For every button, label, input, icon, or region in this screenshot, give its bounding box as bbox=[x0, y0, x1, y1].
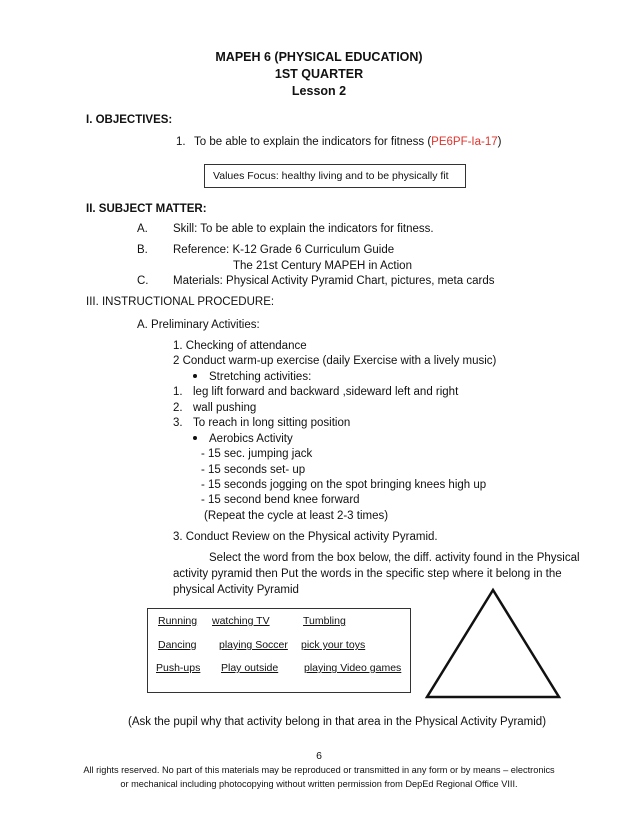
stretching-label: Stretching activities: bbox=[209, 371, 312, 383]
word-pick-your-toys: pick your toys bbox=[301, 639, 366, 651]
subject-b-text2: The 21st Century MAPEH in Action bbox=[233, 260, 412, 272]
objective-close-paren: ) bbox=[497, 136, 502, 148]
pyramid-outline bbox=[427, 590, 559, 697]
word-dancing: Dancing bbox=[158, 639, 197, 651]
values-focus-text: Values Focus: healthy living and to be physically fit bbox=[213, 170, 449, 182]
ask-instruction: (Ask the pupil why that activity belong in that area in the Physical Activity Pyramid) bbox=[128, 716, 547, 728]
word-tumbling: Tumbling bbox=[303, 615, 346, 627]
aerobics-item-3: - 15 seconds jogging on the spot bringing knees high up bbox=[201, 479, 487, 491]
aerobics-item-1: - 15 sec. jumping jack bbox=[201, 448, 313, 460]
aerobics-bullet bbox=[193, 433, 293, 445]
subject-b-text: Reference: K-12 Grade 6 Curriculum Guide bbox=[173, 244, 395, 256]
repeat-note: (Repeat the cycle at least 2-3 times) bbox=[204, 510, 389, 522]
footer-line-1: All rights reserved. No part of this materials may be reproduced or transmitted in any form or by means – electronics bbox=[83, 765, 555, 775]
stretch-3-number: 3. bbox=[173, 417, 183, 429]
objective-text: To be able to explain the indicators for fitness ( bbox=[194, 136, 432, 148]
activity-pyramid-triangle bbox=[420, 586, 566, 702]
subject-matter-heading: II. SUBJECT MATTER: bbox=[86, 203, 207, 215]
quarter-title: 1ST QUARTER bbox=[274, 67, 364, 81]
subject-c-label: C. bbox=[137, 275, 149, 287]
word-play-outside: Play outside bbox=[221, 662, 279, 674]
stretch-1-number: 1. bbox=[173, 386, 183, 398]
aerobics-label: Aerobics Activity bbox=[209, 433, 293, 445]
values-focus-box bbox=[204, 164, 466, 188]
stretch-3-text: To reach in long sitting position bbox=[193, 417, 351, 429]
bullet-icon bbox=[193, 374, 197, 378]
preliminary-heading: A. Preliminary Activities: bbox=[137, 319, 260, 331]
doc-title: MAPEH 6 (PHYSICAL EDUCATION) bbox=[215, 50, 423, 64]
step-review: 3. Conduct Review on the Physical activity Pyramid. bbox=[173, 531, 438, 543]
word-bank-box bbox=[147, 608, 411, 693]
subject-a-label: A. bbox=[137, 223, 148, 235]
word-playing-soccer: playing Soccer bbox=[219, 639, 288, 651]
aerobics-item-4: - 15 second bend knee forward bbox=[201, 494, 360, 506]
stretching-bullet bbox=[193, 371, 311, 383]
page-number: 6 bbox=[316, 750, 322, 762]
word-running: Running bbox=[158, 615, 198, 627]
stretch-1-text: leg lift forward and backward ,sideward left and right bbox=[193, 386, 459, 398]
word-push-ups: Push-ups bbox=[156, 662, 201, 674]
step-warmup: 2 Conduct warm-up exercise (daily Exercise with a lively music) bbox=[173, 355, 497, 367]
subject-a-text: Skill: To be able to explain the indicators for fitness. bbox=[173, 223, 434, 235]
word-playing-video-games: playing Video games bbox=[304, 662, 402, 674]
objective-item-number: 1. bbox=[176, 136, 186, 148]
objectives-heading: I. OBJECTIVES: bbox=[86, 114, 173, 126]
subject-c-text: Materials: Physical Activity Pyramid Chart, pictures, meta cards bbox=[173, 275, 495, 287]
step-attendance: 1. Checking of attendance bbox=[173, 340, 307, 352]
instruction-line-1: Select the word from the box below, the diff. activity found in the Physical bbox=[209, 552, 580, 564]
subject-b-label: B. bbox=[137, 244, 148, 256]
stretch-2-text: wall pushing bbox=[193, 402, 257, 414]
footer-line-2: or mechanical including photocopying without written permission from DepEd Regional Office VIII. bbox=[120, 779, 518, 789]
procedure-heading: III. INSTRUCTIONAL PROCEDURE: bbox=[86, 296, 275, 308]
word-watching-tv: watching TV bbox=[212, 615, 270, 627]
competency-code: PE6PF-Ia-17 bbox=[431, 136, 498, 148]
stretch-2-number: 2. bbox=[173, 402, 183, 414]
lesson-title: Lesson 2 bbox=[291, 84, 347, 98]
instruction-line-2: activity pyramid then Put the words in the specific step where it belong in the bbox=[173, 568, 562, 580]
instruction-line-3: physical Activity Pyramid bbox=[173, 584, 299, 596]
bullet-icon bbox=[193, 436, 197, 440]
aerobics-item-2: - 15 seconds set- up bbox=[201, 464, 306, 476]
objective-item bbox=[194, 136, 502, 148]
